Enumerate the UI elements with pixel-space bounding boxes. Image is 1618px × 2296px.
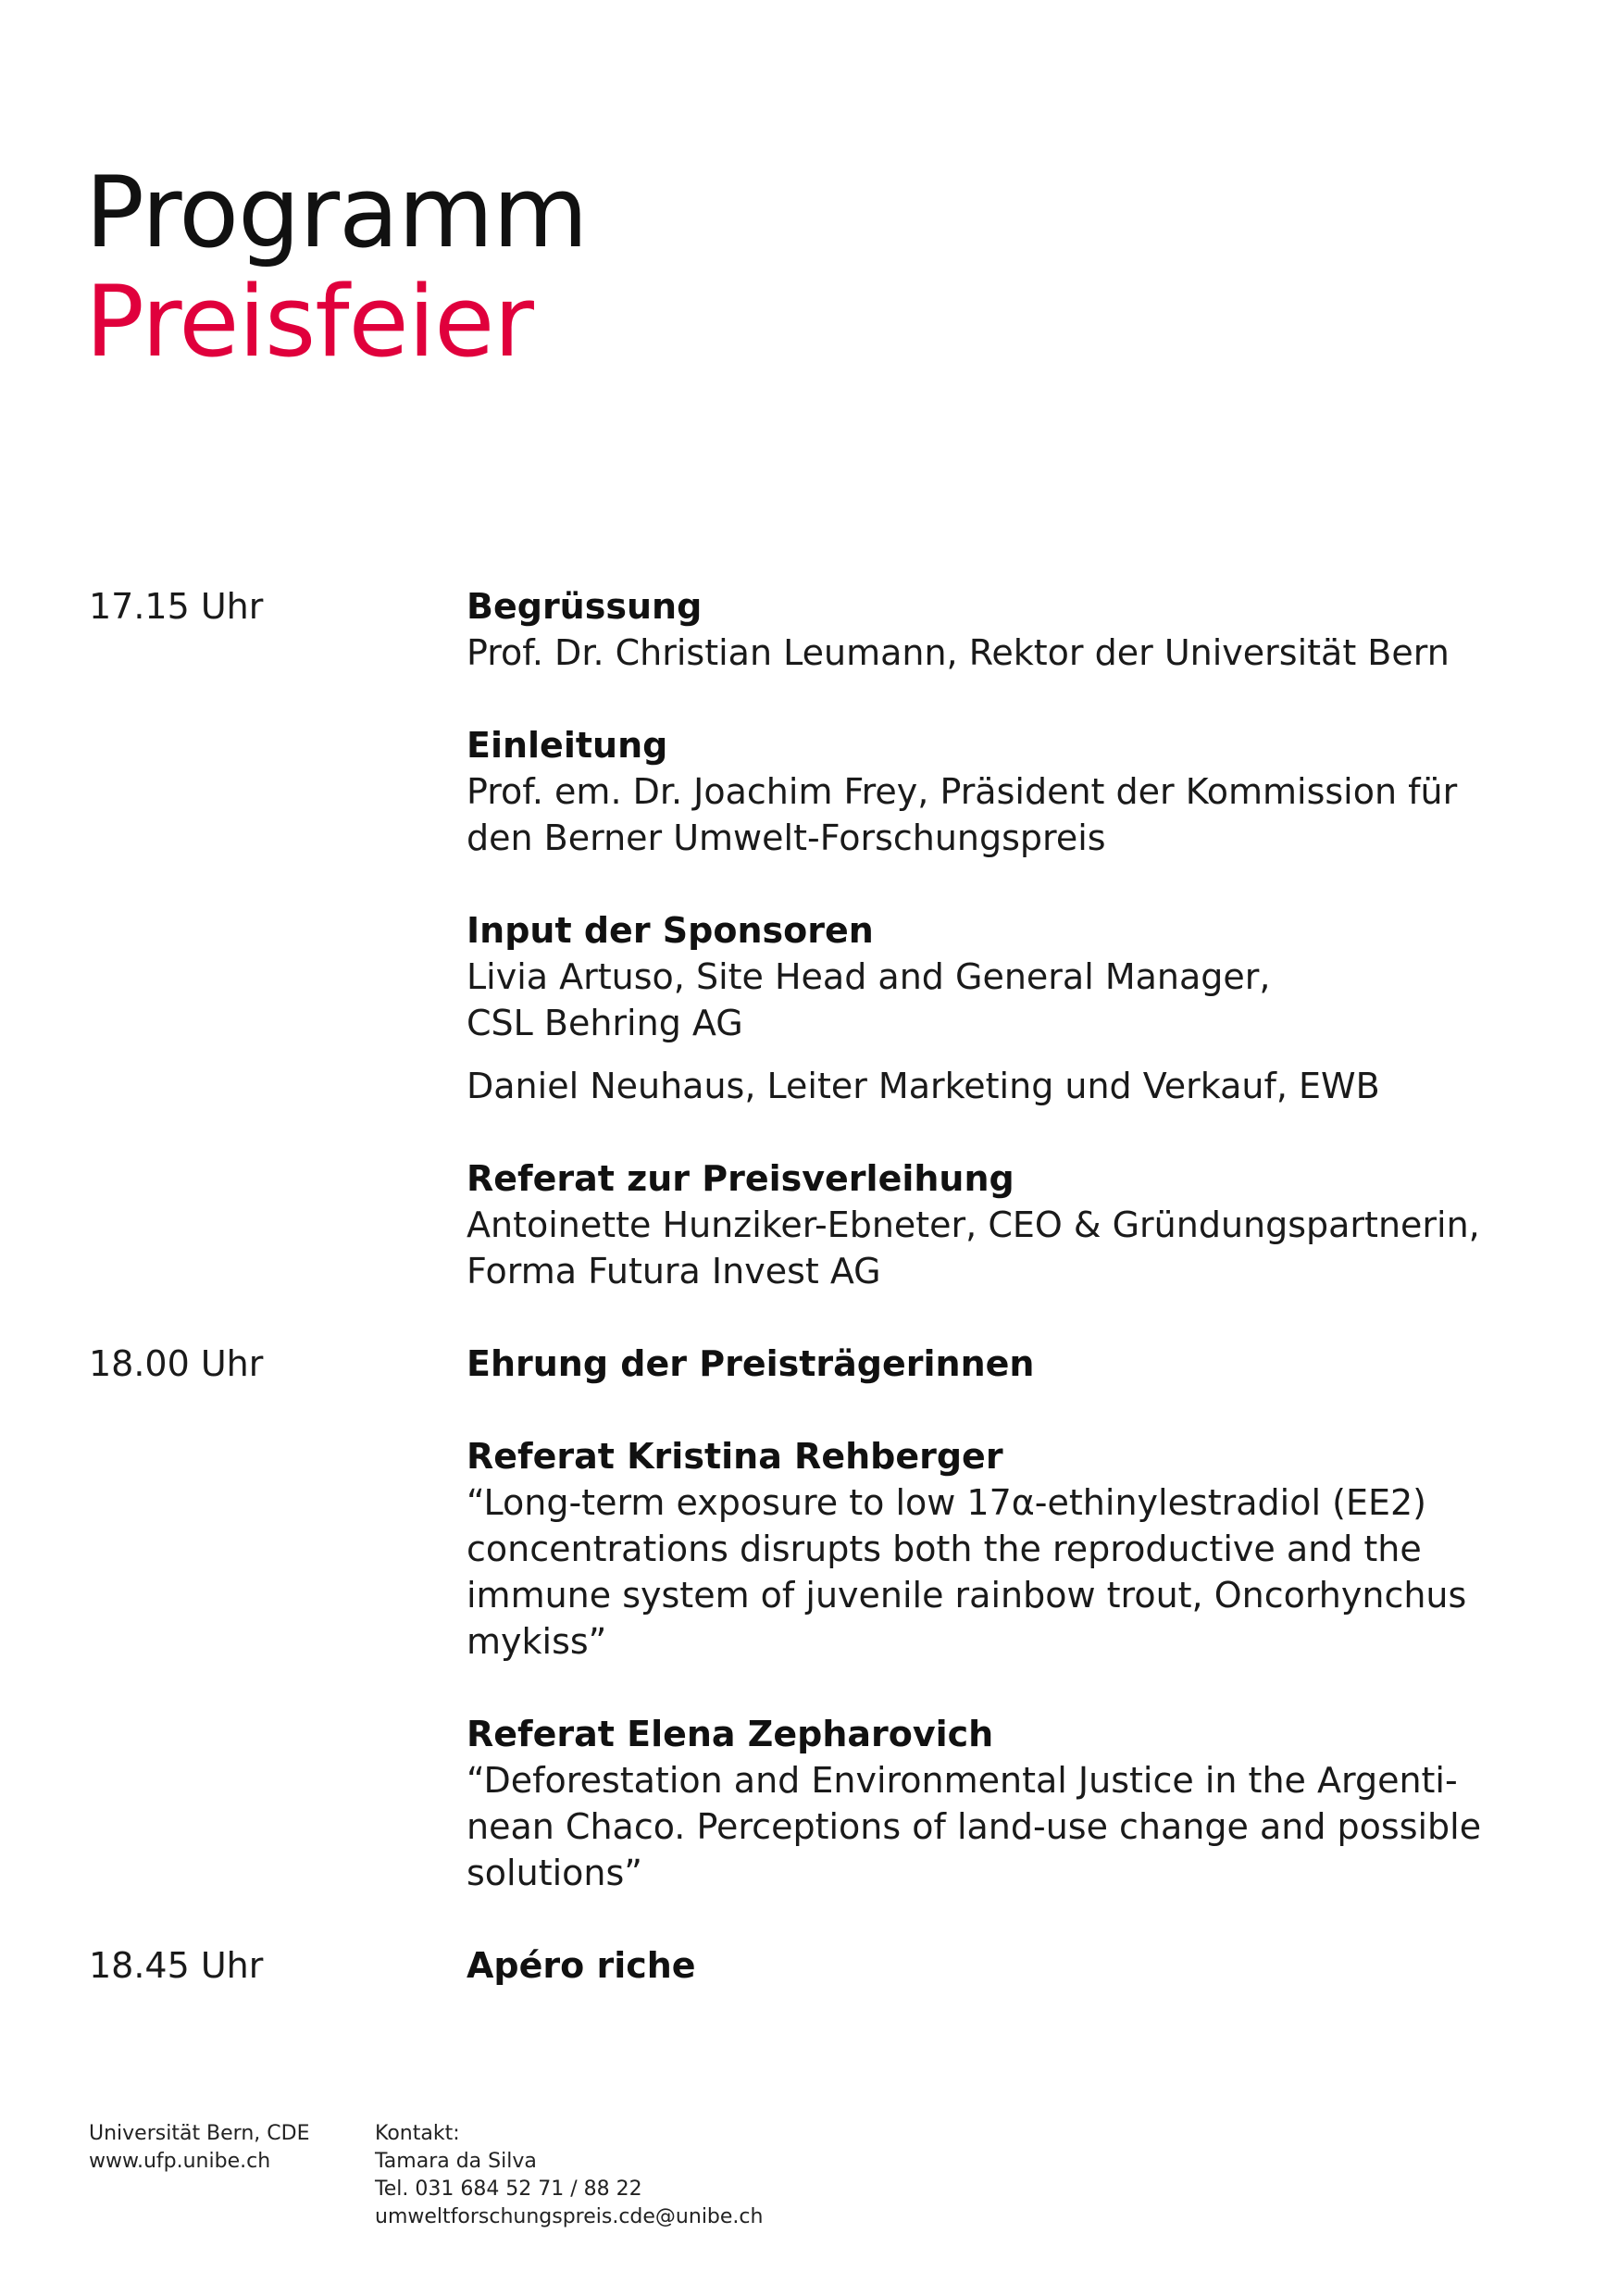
footer-organization <box>89 2120 309 2176</box>
footer-website-link[interactable]: www.ufp.unibe.ch <box>89 2150 271 2173</box>
footer-contact-name: Tamara da Silva <box>375 2150 537 2173</box>
program-item-title: Referat Elena Zepharovich <box>467 1714 994 1754</box>
footer-contact <box>375 2120 763 2231</box>
slot-items <box>467 1341 1577 1896</box>
program-item <box>467 722 1577 861</box>
program-item-title: Begrüssung <box>467 586 703 627</box>
footer-contact-email[interactable]: umweltforschungspreis.cde@unibe.ch <box>375 2205 764 2228</box>
page-title <box>85 156 588 380</box>
program-schedule <box>89 583 1570 1989</box>
program-item <box>467 1942 1577 1989</box>
program-slot <box>89 1942 1570 1989</box>
slot-items <box>467 1942 1577 1989</box>
program-item <box>467 1155 1577 1294</box>
footer-contact-label: Kontakt: <box>375 2122 460 2145</box>
program-item-title: Einleitung <box>467 725 668 766</box>
footer-contact-phone: Tel. 031 684 52 71 / 88 22 <box>375 2177 642 2201</box>
program-item <box>467 583 1577 676</box>
title-programm: Programm <box>85 156 588 270</box>
program-item-title: Ehrung der Preisträgerinnen <box>467 1343 1035 1384</box>
program-item <box>467 1341 1577 1387</box>
slot-items <box>467 583 1577 1294</box>
program-slot <box>89 1341 1570 1896</box>
program-item-title: Referat zur Preisverleihung <box>467 1158 1014 1199</box>
program-item-text: Prof. Dr. Christian Leumann, Rektor der Universität Bern <box>467 632 1450 673</box>
program-slot <box>89 583 1570 1294</box>
program-item-text: Antoinette Hunziker-Ebneter, CEO & Gründungspartnerin, Forma Futura Invest AG <box>467 1204 1480 1292</box>
program-item <box>467 1433 1577 1665</box>
program-item-text: “Long-term exposure to low 17α-ethinylestradiol (EE2) concentrations disrupts both the reproductive and the immune system of juvenile rainbow trout, Oncorhynchus mykiss” <box>467 1482 1467 1662</box>
program-item <box>467 1711 1577 1896</box>
program-item-title: Input der Sponsoren <box>467 910 874 951</box>
program-item-text: Livia Artuso, Site Head and General Manager, CSL Behring AG <box>467 956 1271 1043</box>
program-item <box>467 907 1577 1109</box>
title-preisfeier: Preisfeier <box>85 265 533 380</box>
program-item-text: “Deforestation and Environmental Justice in the Argenti- nean Chaco. Perceptions of land-use change and possible solutions” <box>467 1760 1482 1893</box>
slot-time: 17.15 Uhr <box>89 586 264 627</box>
slot-time: 18.45 Uhr <box>89 1945 264 1986</box>
slot-time: 18.00 Uhr <box>89 1343 264 1384</box>
program-item-title: Apéro riche <box>467 1945 696 1986</box>
footer-org-name: Universität Bern, CDE <box>89 2122 310 2145</box>
program-item-text: Prof. em. Dr. Joachim Frey, Präsident der Kommission für den Berner Umwelt-Forschungspreis <box>467 771 1458 858</box>
program-item-text: Daniel Neuhaus, Leiter Marketing und Verkauf, EWB <box>467 1066 1380 1106</box>
program-item-title: Referat Kristina Rehberger <box>467 1436 1003 1477</box>
